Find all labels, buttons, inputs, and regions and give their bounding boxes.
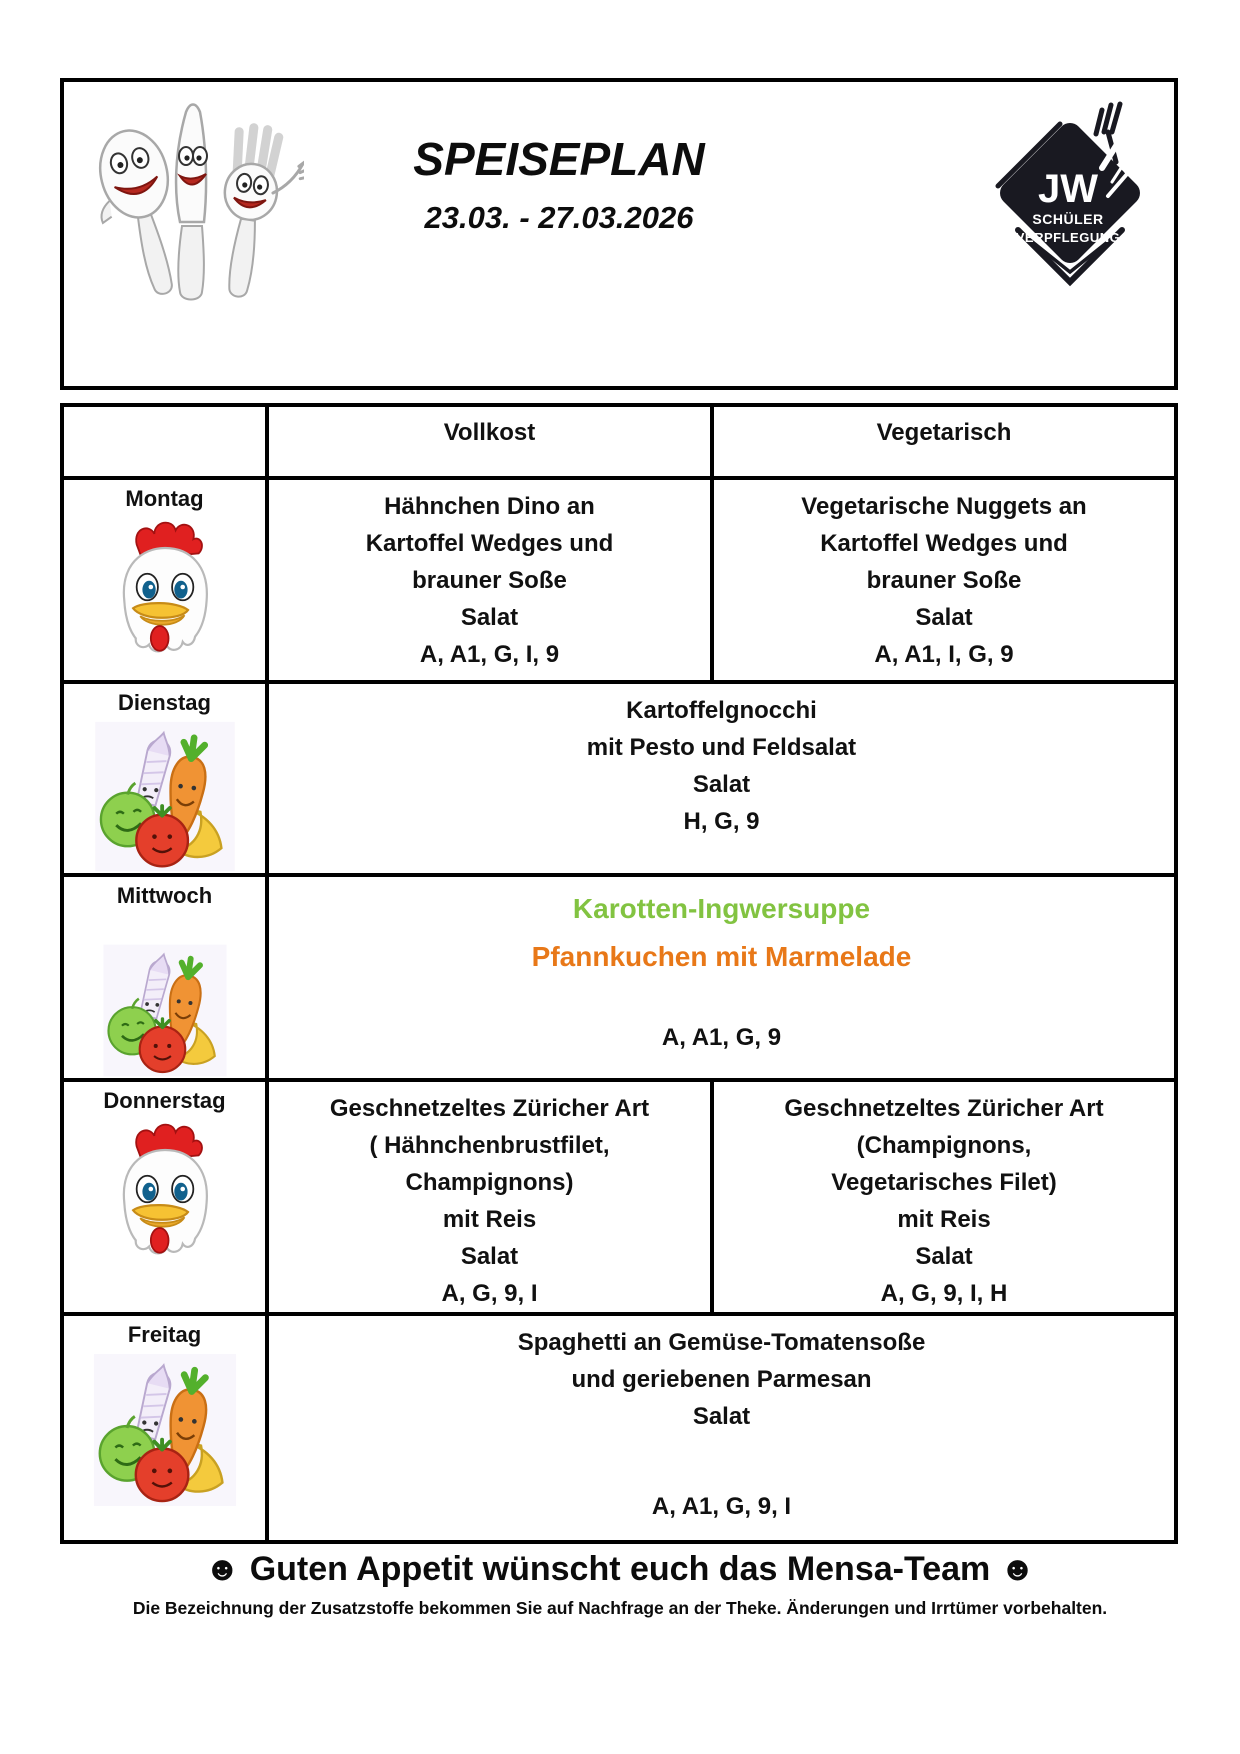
menu-line: Hähnchen Dino an: [384, 493, 595, 520]
date-range: 23.03. - 27.03.2026: [424, 200, 694, 235]
chicken-image: [103, 1118, 227, 1260]
vegetables-image: [92, 720, 238, 873]
main-dish-line: Pfannkuchen mit Marmelade: [531, 941, 912, 972]
logo-initials: JW: [1038, 167, 1098, 211]
menu-cell-donnerstag-vollkost: [269, 1082, 714, 1316]
menu-line: Salat: [460, 1243, 519, 1270]
allergen-line: A, G, 9, I: [441, 1280, 538, 1307]
allergen-line: A, A1, G, I, 9: [419, 641, 560, 668]
menu-table: [60, 403, 1178, 1544]
menu-line: Spaghetti an Gemüse-Tomatensoße: [517, 1329, 926, 1356]
menu-cell-donnerstag-vegetarisch: [714, 1082, 1174, 1316]
menu-line: ( Hähnchenbrustfilet,: [369, 1132, 610, 1159]
soup-line: Karotten-Ingwersuppe: [572, 893, 871, 924]
menu-line: Kartoffelgnocchi: [626, 697, 817, 724]
title-block: [209, 132, 909, 236]
day-label: Mittwoch: [116, 883, 213, 908]
logo-line2: VERPFLEGUNG: [1015, 230, 1121, 245]
day-cell-mittwoch: [64, 877, 269, 1082]
menu-line: Salat: [692, 771, 751, 798]
allergen-line: A, A1, G, 9, I: [651, 1493, 792, 1520]
menu-line: Champignons): [405, 1169, 574, 1196]
menu-cell-dienstag: [269, 684, 1174, 877]
menu-line: Geschnetzeltes Züricher Art: [784, 1095, 1104, 1122]
menu-line: Salat: [915, 1243, 973, 1270]
day-cell-freitag: [64, 1316, 269, 1540]
menu-line: mit Reis: [897, 1206, 991, 1233]
vegetables-image: [92, 1352, 238, 1508]
menu-cell-freitag: [269, 1316, 1174, 1540]
day-label: Montag: [125, 486, 204, 511]
allergen-line: H, G, 9: [683, 808, 760, 835]
jw-logo-icon: [984, 90, 1156, 290]
day-label: Donnerstag: [103, 1088, 226, 1113]
allergen-line: A, A1, G, 9: [661, 1024, 782, 1051]
menu-line: Salat: [692, 1403, 751, 1430]
menu-cell-mittwoch: [269, 877, 1174, 1082]
menu-line: Salat: [915, 604, 973, 631]
menu-line: Vegetarisches Filet): [831, 1169, 1057, 1196]
vegetables-image: [92, 943, 238, 1078]
chicken-image: [103, 516, 227, 658]
jw-logo: [984, 90, 1156, 290]
day-cell-montag: [64, 480, 269, 684]
logo-line1: SCHÜLER: [1032, 211, 1104, 227]
smiley-icon: ☻: [204, 1550, 241, 1588]
menu-line: und geriebenen Parmesan: [571, 1366, 872, 1393]
page-title: SPEISEPLAN: [413, 133, 705, 185]
menu-cell-montag-vollkost: [269, 480, 714, 684]
menu-line: mit Reis: [442, 1206, 537, 1233]
day-label: Dienstag: [118, 690, 211, 715]
footer-message: [0, 1550, 1240, 1589]
table-corner-cell: [64, 407, 269, 480]
menu-line: Geschnetzeltes Züricher Art: [329, 1095, 650, 1122]
menu-line: Kartoffel Wedges und: [820, 530, 1068, 557]
menu-line: Vegetarische Nuggets an: [801, 493, 1087, 520]
menu-line: (Champignons,: [856, 1132, 1032, 1159]
column-header-vegetarisch: Vegetarisch: [714, 407, 1174, 480]
menu-line: Salat: [460, 604, 519, 631]
menu-line: Kartoffel Wedges und: [365, 530, 614, 557]
day-cell-dienstag: [64, 684, 269, 877]
allergen-line: A, G, 9, I, H: [880, 1280, 1008, 1307]
allergen-line: A, A1, I, G, 9: [874, 641, 1014, 668]
day-label: Freitag: [127, 1322, 202, 1347]
menu-line: brauner Soße: [866, 567, 1022, 594]
menu-line: mit Pesto und Feldsalat: [586, 734, 857, 761]
column-header-vollkost: Vollkost: [269, 407, 714, 480]
footer-message-text: Guten Appetit wünscht euch das Mensa-Team: [249, 1550, 991, 1588]
menu-line: brauner Soße: [412, 567, 567, 594]
footer-disclaimer: Die Bezeichnung der Zusatzstoffe bekommen Sie auf Nachfrage an der Theke. Änderungen und Irrtümer vorbehalten.: [132, 1598, 1108, 1618]
header-box: [60, 78, 1178, 390]
day-cell-donnerstag: [64, 1082, 269, 1316]
menu-cell-montag-vegetarisch: [714, 480, 1174, 684]
smiley-icon: ☻: [999, 1550, 1036, 1588]
